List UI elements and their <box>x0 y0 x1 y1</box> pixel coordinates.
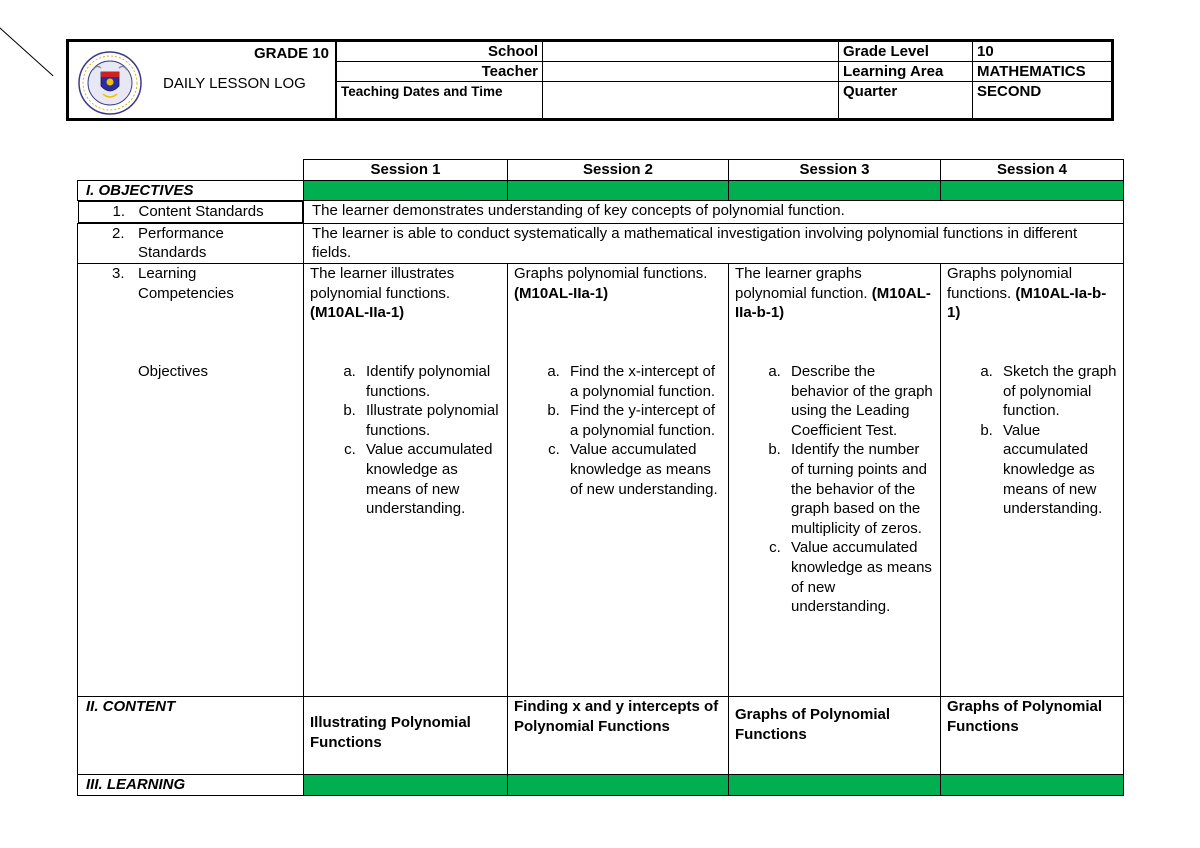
competency-text: Graphs polynomial functions. <box>947 264 1073 302</box>
list-item: c. Value accumulated knowledge as means of new understanding. <box>564 440 722 499</box>
green-fill-cell <box>941 180 1124 201</box>
teaching-dates-label: Teaching Dates and Time <box>337 82 543 118</box>
performance-standards-label-1: Performance <box>138 224 224 242</box>
learning-heading-row <box>78 774 1124 795</box>
list-item: a. Find the x-intercept of a polynomial function. <box>564 362 722 401</box>
grade-level-value[interactable]: 10 <box>973 42 1111 62</box>
green-fill-cell <box>508 774 729 795</box>
session-3-objectives-list <box>735 362 934 617</box>
learning-competencies-row <box>78 263 1124 696</box>
quarter-label: Quarter <box>839 82 973 118</box>
school-label: School <box>337 42 543 62</box>
learning-competencies-label-1: Learning <box>138 264 197 282</box>
objectives-heading-row <box>78 180 1124 201</box>
learning-heading: III. LEARNING <box>78 774 304 795</box>
competency-code: (M10AL-IIa-1) <box>310 304 405 322</box>
objectives-label: Objectives <box>138 363 209 381</box>
session-2-objectives-list <box>514 362 722 499</box>
competency-text: The learner illustrates polynomial functions. <box>310 264 455 302</box>
grade-level-label: Grade Level <box>839 42 973 62</box>
session-4-competency-cell <box>941 263 1124 696</box>
session-4-objectives-list <box>947 362 1117 519</box>
deped-seal-icon <box>77 50 143 116</box>
list-item: b. Identify the number of turning points and the behavior of the graph based on the multiplicity of zeros. <box>785 440 934 538</box>
list-item: a. Identify polynomial functions. <box>360 362 501 401</box>
lesson-log-table <box>77 159 1124 796</box>
performance-standards-row <box>78 223 1124 263</box>
session-1-objectives-list <box>310 362 501 519</box>
daily-lesson-log-title: DAILY LESSON LOG <box>163 75 306 92</box>
lesson-log-header <box>66 39 1114 121</box>
session-4-header: Session 4 <box>941 160 1124 181</box>
session-2-header: Session 2 <box>508 160 729 181</box>
quarter-value[interactable]: SECOND <box>977 83 1042 100</box>
content-standards-label: Content Standards <box>138 203 264 221</box>
green-fill-cell <box>941 774 1124 795</box>
session-2-competency-cell <box>508 263 729 696</box>
session-3-header: Session 3 <box>729 160 941 181</box>
performance-standards-text: The learner is able to conduct systematically a mathematical investigation involving polynomial functions in different fields. <box>304 223 1124 263</box>
session-1-competency-cell <box>304 263 508 696</box>
green-fill-cell <box>304 774 508 795</box>
list-item: c. Value accumulated knowledge as means of new understanding. <box>785 538 934 616</box>
objectives-heading: I. OBJECTIVES <box>78 180 304 201</box>
competency-code: (M10AL-IIa-1) <box>514 284 609 302</box>
list-item: b. Find the y-intercept of a polynomial function. <box>564 401 722 440</box>
corner-decoration-line <box>0 22 53 76</box>
header-info-grid <box>337 42 1111 118</box>
list-item: b. Value accumulated knowledge as means of new understanding. <box>997 421 1117 519</box>
content-heading: II. CONTENT <box>78 696 304 774</box>
item-number: 3. <box>112 264 125 282</box>
list-item: a. Describe the behavior of the graph using the Leading Coefficient Test. <box>785 362 934 440</box>
performance-standards-label-2: Standards <box>138 244 207 262</box>
session-2-content: Finding x and y intercepts of Polynomial Functions <box>508 696 729 774</box>
teaching-dates-field[interactable] <box>543 82 839 118</box>
session-1-header: Session 1 <box>304 160 508 181</box>
empty-corner-cell <box>78 160 304 181</box>
green-fill-cell <box>729 774 941 795</box>
learning-competencies-label-cell <box>78 263 304 696</box>
competency-code: (M10AL-IIa-b-1) <box>735 284 931 322</box>
learning-competencies-label-2: Competencies <box>138 284 234 302</box>
teacher-label: Teacher <box>337 62 543 82</box>
green-fill-cell <box>304 180 508 201</box>
item-number: 2. <box>112 224 125 242</box>
header-title-block <box>69 42 337 118</box>
list-item: b. Illustrate polynomial functions. <box>360 401 501 440</box>
grade-title: GRADE 10 <box>253 45 329 62</box>
session-header-row <box>78 160 1124 181</box>
content-row <box>78 696 1124 774</box>
performance-standards-label-cell <box>78 223 304 263</box>
content-standards-row <box>78 201 1124 224</box>
competency-text: Graphs polynomial functions. <box>514 264 708 282</box>
list-item: a. Sketch the graph of polynomial function. <box>997 362 1117 421</box>
green-fill-cell <box>729 180 941 201</box>
session-4-content: Graphs of Polynomial Functions <box>941 696 1124 774</box>
competency-text: The learner graphs polynomial function. <box>735 264 868 302</box>
session-3-content: Graphs of Polynomial Functions <box>729 696 941 774</box>
learning-area-label: Learning Area <box>839 62 973 82</box>
learning-area-value[interactable]: MATHEMATICS <box>973 62 1111 82</box>
content-standards-text: The learner demonstrates understanding of key concepts of polynomial function. <box>304 201 1124 224</box>
session-1-content: Illustrating Polynomial Functions <box>304 696 508 774</box>
content-standards-label-cell <box>78 201 304 223</box>
session-3-competency-cell <box>729 263 941 696</box>
school-field[interactable] <box>543 42 839 62</box>
green-fill-cell <box>508 180 729 201</box>
teacher-field[interactable] <box>543 62 839 82</box>
item-number: 1. <box>112 203 126 221</box>
competency-code: (M10AL-Ia-b-1) <box>947 284 1107 322</box>
list-item: c. Value accumulated knowledge as means of new understanding. <box>360 440 501 518</box>
